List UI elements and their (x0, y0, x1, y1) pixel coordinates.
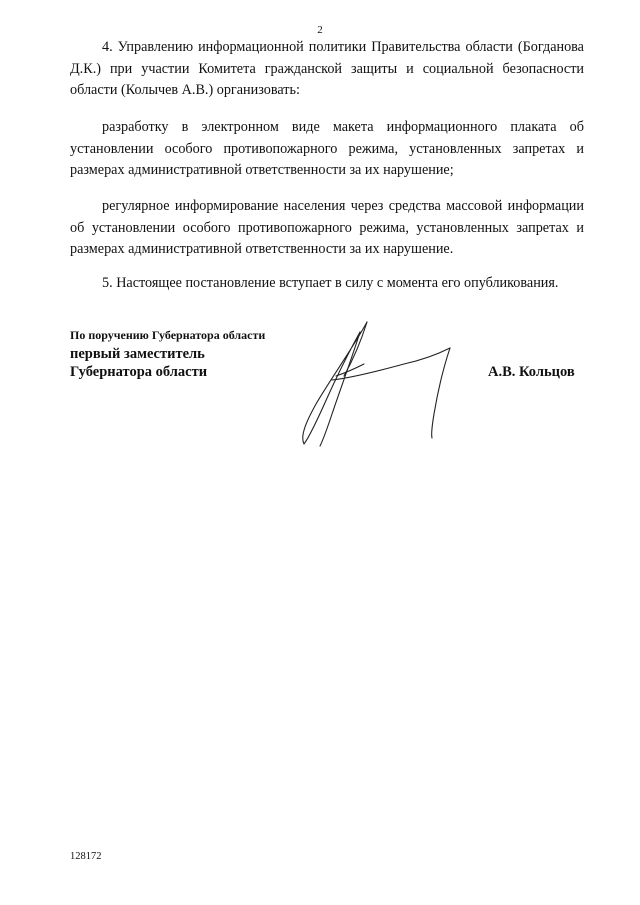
paragraph-item-4-sub-2: регулярное информирование населения через средства массовой информации об установлении особого противопожарного режима, установленных запретах и размерах административной ответственности за их нарушение. (70, 198, 584, 257)
signature-authority-line: По поручению Губернатора области (70, 328, 266, 342)
signer-name: А.В. Кольцов (488, 364, 575, 380)
paragraph-item-5: 5. Настоящее постановление вступает в силу с момента его опубликования. (102, 275, 559, 291)
document-code: 128172 (70, 851, 102, 862)
paragraph-item-4-sub-1: разработку в электронном виде макета информационного плаката об установлении особого противопожарного режима, установленных запретах и размерах административной ответственности за их нарушение; (70, 119, 584, 178)
page-number: 2 (317, 24, 323, 36)
paragraph-item-4: 4. Управлению информационной политики Правительства области (Богданова Д.К.) при участии Комитета гражданской защиты и социальной безопасности области (Колычев А.В.) организовать: (70, 39, 584, 98)
signer-title-line-2: Губернатора области (70, 364, 208, 380)
signer-title-line-1: первый заместитель (70, 346, 205, 362)
handwritten-signature-icon (292, 318, 462, 450)
